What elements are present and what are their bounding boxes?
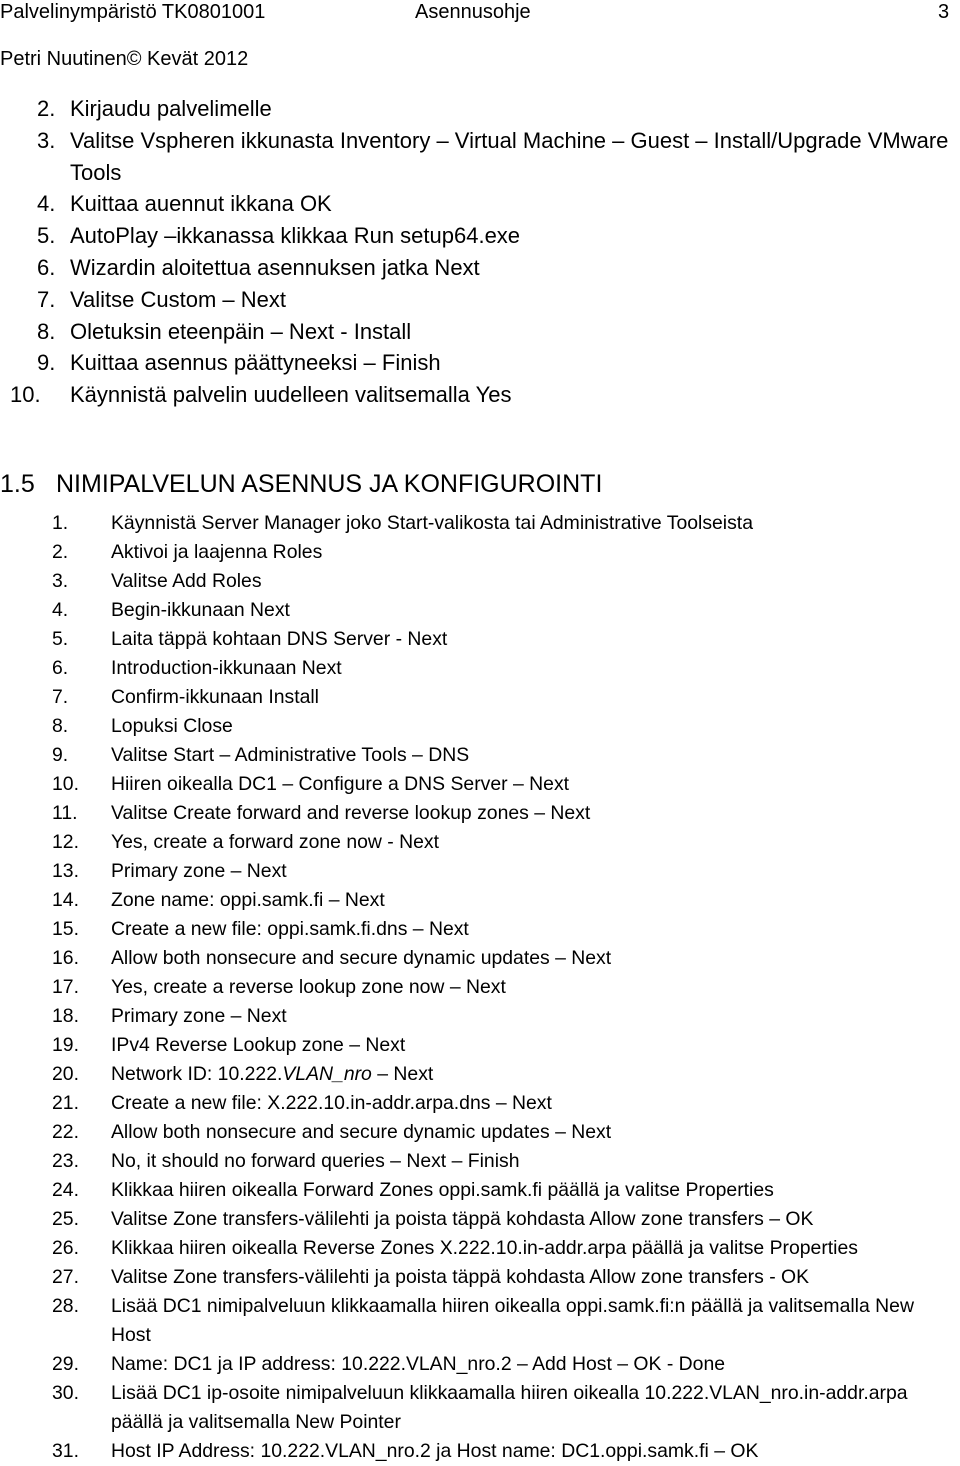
- item-number: 1.: [52, 512, 69, 534]
- item-text: Yes, create a reverse lookup zone now – Next: [111, 976, 506, 998]
- item-text: Name: DC1 ja IP address: 10.222.VLAN_nro.2 – Add Host – OK - Done: [111, 1353, 726, 1375]
- item-text: Valitse Add Roles: [111, 570, 262, 592]
- item-text: Valitse Vspheren ikkunasta Inventory – Virtual Machine – Guest – Install/Upgrade VMware Tools: [70, 127, 949, 185]
- document-title: Asennusohje: [415, 1, 531, 23]
- item-number: 16.: [52, 947, 79, 969]
- item-number: 27.: [52, 1266, 79, 1288]
- list-item: [0, 1292, 960, 1350]
- list-item: [0, 220, 960, 252]
- item-number: 7.: [52, 686, 69, 708]
- item-text: Kuittaa auennut ikkana OK: [70, 191, 332, 217]
- item-number: 3.: [37, 127, 56, 153]
- item-text: Primary zone – Next: [111, 1005, 287, 1027]
- list-item: [0, 799, 960, 828]
- item-text: Valitse Create forward and reverse lookup zones – Next: [111, 802, 591, 824]
- item-number: 19.: [52, 1034, 79, 1056]
- page-number: 3: [938, 1, 950, 23]
- section-title: NIMIPALVELUN ASENNUS JA KONFIGUROINTI: [56, 470, 603, 498]
- item-number: 5.: [52, 628, 69, 650]
- list-item: [0, 973, 960, 1002]
- list-item: [0, 1176, 960, 1205]
- item-number: 10.: [52, 773, 79, 795]
- item-text: Valitse Zone transfers-välilehti ja poista täppä kohdasta Allow zone transfers - OK: [111, 1266, 810, 1288]
- list-item: [0, 1002, 960, 1031]
- item-text: Käynnistä palvelin uudelleen valitsemalla Yes: [70, 382, 512, 408]
- list-item: [0, 538, 960, 567]
- item-number: 9.: [52, 744, 69, 766]
- item-number: 12.: [52, 831, 79, 853]
- list-item: [0, 316, 960, 348]
- list-item: [0, 1379, 960, 1437]
- item-text: Create a new file: X.222.10.in-addr.arpa.dns – Next: [111, 1092, 552, 1114]
- item-text: Confirm-ikkunaan Install: [111, 686, 319, 708]
- page-header: [0, 0, 960, 80]
- item-text: Zone name: oppi.samk.fi – Next: [111, 889, 385, 911]
- list-item: [0, 712, 960, 741]
- list-item: [0, 683, 960, 712]
- item-text: Primary zone – Next: [111, 860, 287, 882]
- item-number: 20.: [52, 1063, 79, 1085]
- item-text: Klikkaa hiiren oikealla Reverse Zones X.222.10.in-addr.arpa päällä ja valitse Properties: [111, 1237, 858, 1259]
- item-number: 26.: [52, 1237, 79, 1259]
- list-item: [0, 1234, 960, 1263]
- list-item: [0, 915, 960, 944]
- section-number: 1.5: [0, 470, 35, 498]
- list-item: [0, 770, 960, 799]
- item-text-italic: VLAN_nro: [282, 1063, 372, 1085]
- list-item: [0, 1031, 960, 1060]
- list-item: [0, 857, 960, 886]
- item-number: 17.: [52, 976, 79, 998]
- list-item: [0, 1089, 960, 1118]
- item-text: Yes, create a forward zone now - Next: [111, 831, 440, 853]
- item-number: 7.: [37, 286, 56, 312]
- item-number: 25.: [52, 1208, 79, 1230]
- item-text-part: – Next: [371, 1063, 434, 1085]
- item-text: No, it should no forward queries – Next – Finish: [111, 1150, 520, 1172]
- item-text: Oletuksin eteenpäin – Next - Install: [70, 318, 412, 344]
- item-text: Valitse Custom – Next: [70, 286, 287, 312]
- list-item: [0, 284, 960, 316]
- item-text: AutoPlay –ikkanassa klikkaa Run setup64.exe: [70, 223, 521, 249]
- item-number: 23.: [52, 1150, 79, 1172]
- item-text: Introduction-ikkunaan Next: [111, 657, 342, 679]
- list-item: [0, 93, 960, 125]
- item-text: Aktivoi ja laajenna Roles: [111, 541, 323, 563]
- item-number: 4.: [52, 599, 69, 621]
- item-number: 8.: [37, 318, 56, 344]
- item-number: 10.: [10, 382, 41, 408]
- item-text: Create a new file: oppi.samk.fi.dns – Next: [111, 918, 469, 940]
- item-text: Käynnistä Server Manager joko Start-valikosta tai Administrative Toolseista: [111, 512, 753, 534]
- item-text: Allow both nonsecure and secure dynamic updates – Next: [111, 947, 612, 969]
- item-text: Allow both nonsecure and secure dynamic updates – Next: [111, 1121, 612, 1143]
- item-number: 3.: [52, 570, 69, 592]
- list-item: [0, 125, 960, 189]
- list-item: [0, 1060, 960, 1089]
- list-item: [0, 1118, 960, 1147]
- item-text: Kuittaa asennus päättyneeksi – Finish: [70, 350, 441, 376]
- item-text: Valitse Zone transfers-välilehti ja poista täppä kohdasta Allow zone transfers – OK: [111, 1208, 814, 1230]
- list-item: [0, 741, 960, 770]
- list-item: [0, 625, 960, 654]
- item-number: 18.: [52, 1005, 79, 1027]
- list-item: [0, 188, 960, 220]
- item-text: Lisää DC1 nimipalveluun klikkaamalla hiiren oikealla oppi.samk.fi:n päällä ja valitsemalla New Host: [111, 1295, 914, 1346]
- item-number: 11.: [52, 802, 78, 824]
- list-item: [0, 379, 960, 411]
- item-text: [111, 1060, 433, 1089]
- item-number: 15.: [52, 918, 79, 940]
- list-item: [0, 1263, 960, 1292]
- item-text: Begin-ikkunaan Next: [111, 599, 290, 621]
- item-number: 14.: [52, 889, 79, 911]
- course-title: Palvelinympäristö TK0801001: [0, 1, 266, 23]
- item-number: 4.: [37, 191, 56, 217]
- item-text: Hiiren oikealla DC1 – Configure a DNS Server – Next: [111, 773, 570, 795]
- item-text: Host IP Address: 10.222.VLAN_nro.2 ja Host name: DC1.oppi.samk.fi – OK: [111, 1440, 759, 1462]
- list-item: [0, 944, 960, 973]
- item-number: 30.: [52, 1382, 79, 1404]
- dns-setup-steps: [0, 509, 960, 1466]
- item-text: Klikkaa hiiren oikealla Forward Zones oppi.samk.fi päällä ja valitse Properties: [111, 1179, 774, 1201]
- item-number: 21.: [52, 1092, 79, 1114]
- item-number: 9.: [37, 350, 56, 376]
- list-item: [0, 1437, 960, 1466]
- item-number: 13.: [52, 860, 79, 882]
- item-number: 2.: [52, 541, 69, 563]
- list-item: [0, 1147, 960, 1176]
- author-line: Petri Nuutinen© Kevät 2012: [0, 48, 249, 70]
- list-item: [0, 596, 960, 625]
- vmware-tools-steps: [0, 93, 960, 411]
- item-number: 6.: [37, 254, 56, 280]
- item-number: 5.: [37, 223, 56, 249]
- item-text-part: Network ID: 10.222.: [111, 1063, 283, 1085]
- item-number: 22.: [52, 1121, 79, 1143]
- item-text: Kirjaudu palvelimelle: [70, 96, 272, 121]
- item-number: 24.: [52, 1179, 79, 1201]
- list-item: [0, 654, 960, 683]
- list-item: [0, 1205, 960, 1234]
- item-text: Lopuksi Close: [111, 715, 233, 737]
- item-text: Laita täppä kohtaan DNS Server - Next: [111, 628, 448, 650]
- item-number: 31.: [52, 1440, 79, 1462]
- item-number: 29.: [52, 1353, 79, 1375]
- item-number: 8.: [52, 715, 69, 737]
- list-item: [0, 828, 960, 857]
- item-text: Wizardin aloitettua asennuksen jatka Next: [70, 254, 480, 280]
- item-text: Valitse Start – Administrative Tools – DNS: [111, 744, 470, 766]
- list-item: [0, 509, 960, 538]
- list-item: [0, 886, 960, 915]
- list-item: [0, 1350, 960, 1379]
- item-number: 2.: [37, 96, 56, 121]
- list-item: [0, 252, 960, 284]
- item-text: Lisää DC1 ip-osoite nimipalveluun klikkaamalla hiiren oikealla 10.222.VLAN_nro.in-addr.arpa päällä ja valitsemalla New Pointer: [111, 1382, 908, 1433]
- item-number: 6.: [52, 657, 69, 679]
- list-item: [0, 347, 960, 379]
- list-item: [0, 567, 960, 596]
- item-text: IPv4 Reverse Lookup zone – Next: [111, 1034, 406, 1056]
- item-number: 28.: [52, 1295, 79, 1317]
